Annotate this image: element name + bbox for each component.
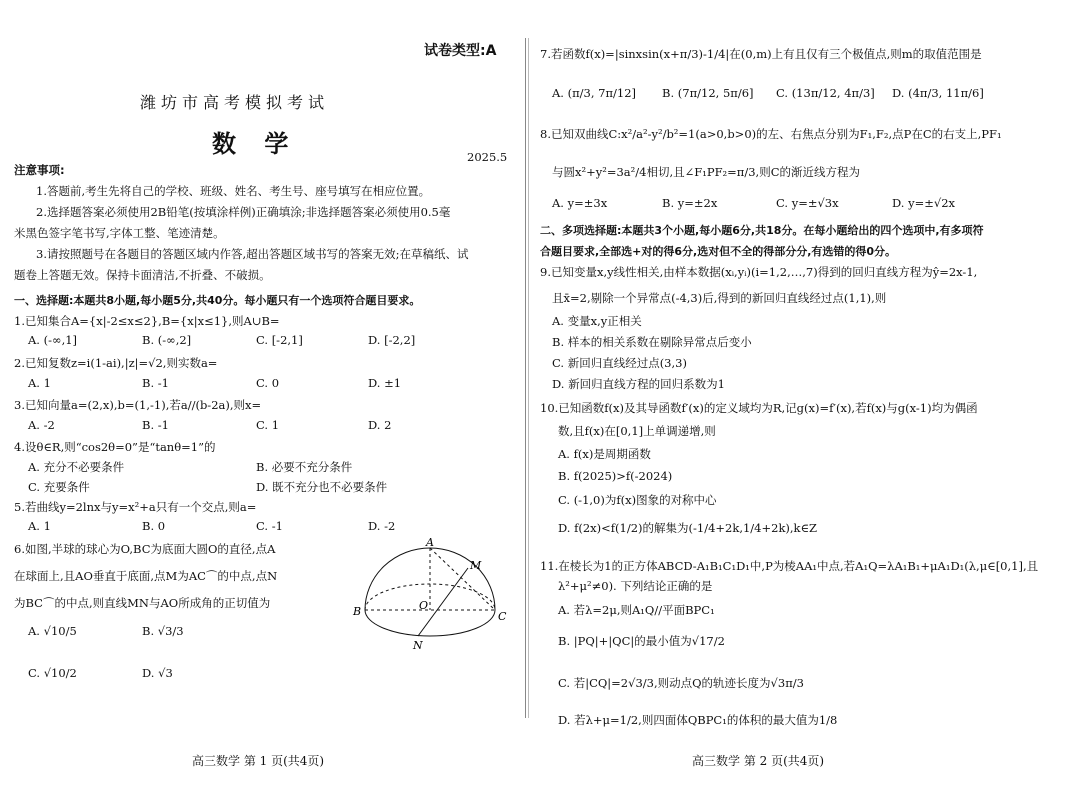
footer-right: 高三数学 第 2 页(共4页) — [692, 754, 825, 768]
base-front-arc — [365, 610, 495, 636]
q8-option-b: B. y=±2x — [662, 196, 718, 210]
q4-option-a: A. 充分不必要条件 — [28, 460, 125, 474]
q6-option-a: A. √10/5 — [28, 624, 77, 638]
q10-option-b: B. f(2025)>f(-2024) — [558, 469, 673, 483]
q7-stem: 7.若函数f(x)=|sinxsin(x+π/3)-1/4|在(0,m)上有且仅有三个极值点,则m的取值范围是 — [540, 47, 982, 61]
q7-option-a: A. (π/3, 7π/12] — [552, 86, 637, 100]
q11-option-d: D. 若λ+μ=1/2,则四面体QBPC₁的体积的最大值为1/8 — [558, 713, 838, 727]
page-divider-inner — [528, 38, 529, 718]
q1-option-c: C. [-2,1] — [256, 333, 303, 347]
q3-option-a: A. -2 — [28, 418, 55, 432]
q9-option-b: B. 样本的相关系数在剔除异常点后变小 — [552, 335, 752, 349]
note-1: 1.答题前,考生先将自己的学校、班级、姓名、考生号、座号填写在相应位置。 — [36, 184, 431, 198]
q10-line-2: 数,且f(x)在[0,1]上单调递增,则 — [558, 424, 716, 438]
q3-option-b: B. -1 — [142, 418, 169, 432]
section2-line-1: 二、多项选择题:本题共3个小题,每小题6分,共18分。在每小题给出的四个选项中,有多项符 — [540, 224, 984, 237]
q10-line-1: 10.已知函数f(x)及其导函数f′(x)的定义域均为R,记g(x)=f′(x),若f(x)与g(x-1)均为偶函 — [540, 401, 978, 415]
section1-title: 一、选择题:本题共8小题,每小题5分,共40分。每小题只有一个选项符合题目要求。 — [14, 294, 421, 307]
q6-option-d: D. √3 — [142, 666, 173, 680]
q2-option-a: A. 1 — [28, 376, 51, 390]
q5-option-a: A. 1 — [28, 519, 51, 533]
q5-stem: 5.若曲线y=2lnx与y=x²+a只有一个交点,则a= — [14, 500, 257, 514]
q9-line-1: 9.已知变量x,y线性相关,由样本数据(xᵢ,yᵢ)(i=1,2,…,7)得到的回归直线方程为ŷ=2x-1, — [540, 265, 978, 279]
q11-option-c: C. 若|CQ|=2√3/3,则动点Q的轨迹长度为√3π/3 — [558, 676, 804, 690]
q10-option-d: D. f(2x)<f(1/2)的解集为(-1/4+2k,1/4+2k),k∈Z — [558, 521, 818, 535]
q3-option-c: C. 1 — [256, 418, 280, 432]
exam-type: 试卷类型:A — [424, 43, 497, 59]
exam-date: 2025.5 — [467, 150, 508, 164]
q1-option-d: D. [-2,2] — [368, 333, 416, 347]
q2-option-c: C. 0 — [256, 376, 280, 390]
q11-option-b: B. |PQ|+|QC|的最小值为√17/2 — [558, 634, 725, 648]
hemisphere-figure — [350, 538, 510, 653]
q9-line-2: 且x̄=2,剔除一个异常点(-4,3)后,得到的新回归直线经过点(1,1),则 — [552, 291, 887, 305]
q11-option-a: A. 若λ=2μ,则A₁Q//平面BPC₁ — [558, 603, 715, 617]
label-c: C — [498, 610, 507, 623]
q6-option-c: C. √10/2 — [28, 666, 77, 680]
notes-title: 注意事项: — [14, 163, 65, 177]
q8-line-2: 与圆x²+y²=3a²/4相切,且∠F₁PF₂=π/3,则C的渐近线方程为 — [552, 165, 860, 179]
q3-option-d: D. 2 — [368, 418, 392, 432]
label-o: O — [419, 599, 429, 612]
page-divider — [525, 38, 526, 718]
q11-line-1: 11.在棱长为1的正方体ABCD-A₁B₁C₁D₁中,P为棱AA₁中点,若A₁Q=λA₁B₁+μA₁D₁(λ,μ∈[0,1],且 — [540, 559, 1039, 573]
q5-option-d: D. -2 — [368, 519, 396, 533]
q1-option-a: A. (-∞,1] — [28, 333, 78, 347]
note-3b: 题卷上答题无效。保持卡面清洁,不折叠、不破损。 — [14, 268, 271, 282]
q11-line-2: λ²+μ²≠0). 下列结论正确的是 — [558, 579, 713, 593]
q2-option-b: B. -1 — [142, 376, 169, 390]
q9-option-c: C. 新回归直线经过点(3,3) — [552, 356, 687, 370]
q9-option-d: D. 新回归直线方程的回归系数为1 — [552, 377, 725, 391]
note-2b: 米黑色签字笔书写,字体工整、笔迹清楚。 — [14, 226, 225, 240]
q6-line-3: 为BC⌒的中点,则直线MN与AO所成角的正切值为 — [14, 596, 271, 610]
subject-title: 数 学 — [212, 130, 299, 158]
q4-option-d: D. 既不充分也不必要条件 — [256, 480, 388, 494]
page-title: 潍坊市高考模拟考试 — [140, 93, 330, 112]
q4-option-c: C. 充要条件 — [28, 480, 90, 494]
q5-option-c: C. -1 — [256, 519, 283, 533]
q4-option-b: B. 必要不充分条件 — [256, 460, 353, 474]
segment-ac — [430, 548, 495, 610]
q5-option-b: B. 0 — [142, 519, 166, 533]
q1-stem: 1.已知集合A={x|-2≤x≤2},B={x|x≤1},则A∪B= — [14, 314, 280, 328]
q8-option-a: A. y=±3x — [552, 196, 608, 210]
q8-option-c: C. y=±√3x — [776, 196, 839, 210]
q1-option-b: B. (-∞,2] — [142, 333, 192, 347]
label-n: N — [413, 639, 423, 652]
q7-option-d: D. (4π/3, 11π/6] — [892, 86, 984, 100]
q6-line-1: 6.如图,半球的球心为O,BC为底面大圆O的直径,点A — [14, 542, 276, 556]
footer-left: 高三数学 第 1 页(共4页) — [192, 754, 325, 768]
q10-option-c: C. (-1,0)为f(x)图象的对称中心 — [558, 493, 717, 507]
q3-stem: 3.已知向量a=(2,x),b=(1,-1),若a//(b-2a),则x= — [14, 398, 262, 412]
q10-option-a: A. f(x)是周期函数 — [558, 447, 651, 461]
q8-line-1: 8.已知双曲线C:x²/a²-y²/b²=1(a>0,b>0)的左、右焦点分别为F₁,F₂,点P在C的右支上,PF₁ — [540, 127, 1002, 141]
section2-line-2: 合题目要求,全部选+对的得6分,选对但不全的得部分分,有选错的得0分。 — [540, 245, 897, 258]
note-3a: 3.请按照题号在各题目的答题区域内作答,超出答题区域书写的答案无效;在草稿纸、试 — [36, 247, 469, 261]
label-m: M — [470, 559, 482, 572]
q8-option-d: D. y=±√2x — [892, 196, 956, 210]
q2-stem: 2.已知复数z=i(1-ai),|z|=√2,则实数a= — [14, 356, 218, 370]
label-a: A — [426, 538, 434, 549]
q7-option-c: C. (13π/12, 4π/3] — [776, 86, 875, 100]
label-b: B — [353, 605, 362, 618]
q6-line-2: 在球面上,且AO垂直于底面,点M为AC⌒的中点,点N — [14, 569, 278, 583]
q9-option-a: A. 变量x,y正相关 — [552, 314, 642, 328]
note-2a: 2.选择题答案必须使用2B铅笔(按填涂样例)正确填涂;非选择题答案必须使用0.5毫 — [36, 205, 451, 219]
q7-option-b: B. (7π/12, 5π/6] — [662, 86, 754, 100]
q4-stem: 4.设θ∈R,则“cos2θ=0”是“tanθ=1”的 — [14, 440, 216, 454]
q2-option-d: D. ±1 — [368, 376, 402, 390]
q6-option-b: B. √3/3 — [142, 624, 184, 638]
